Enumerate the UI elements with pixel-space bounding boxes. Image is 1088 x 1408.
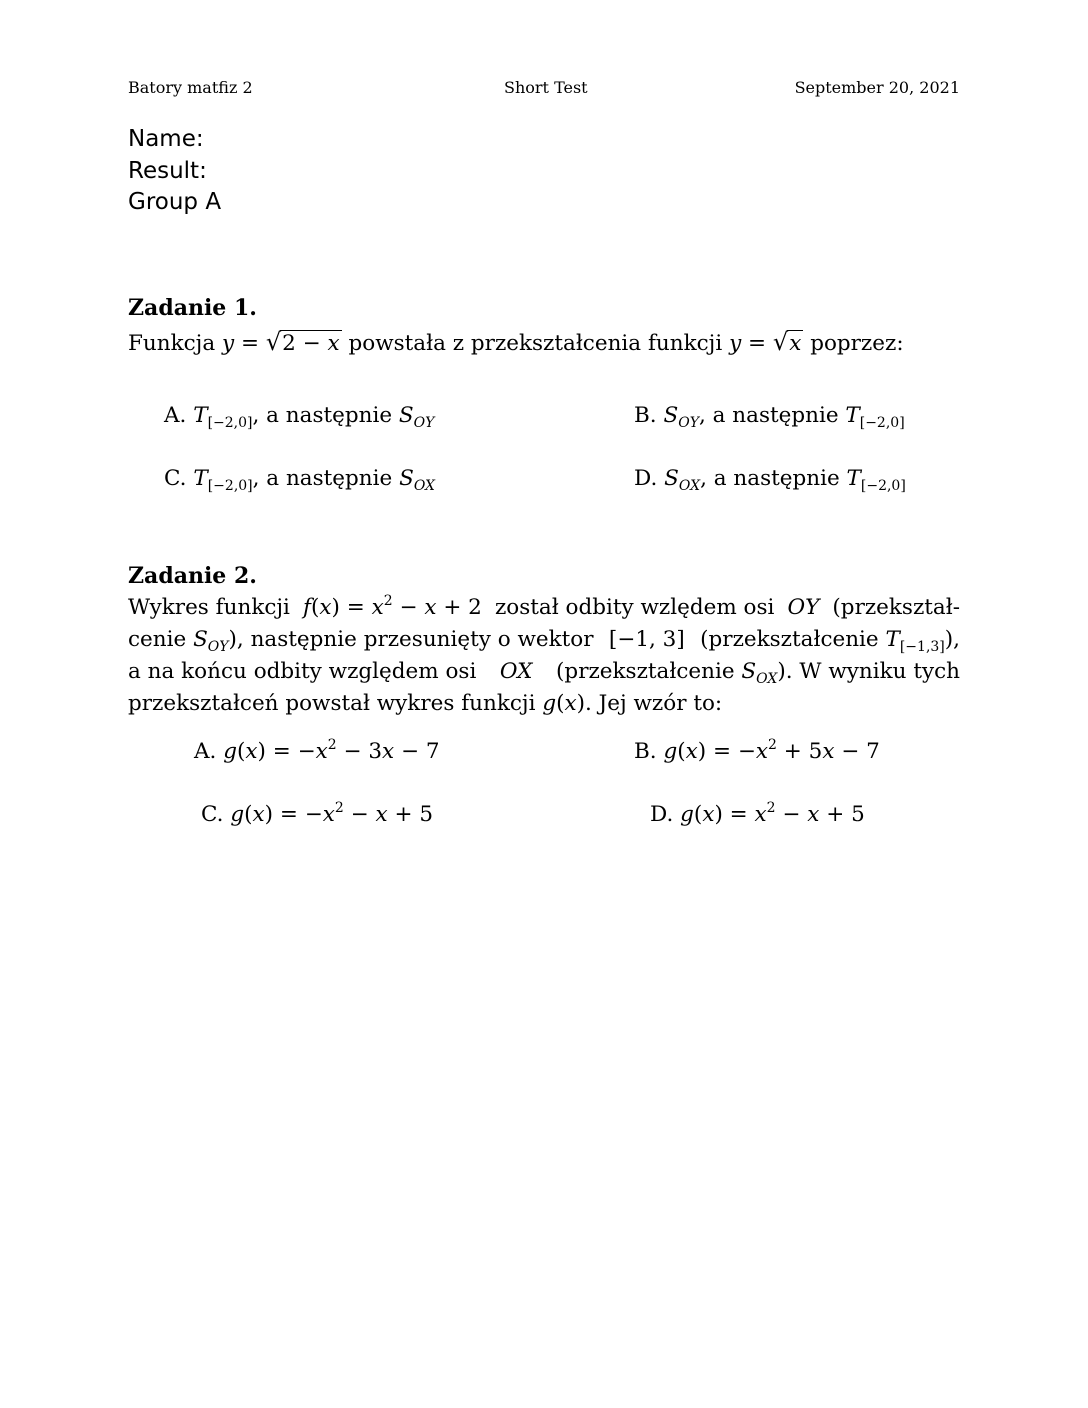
task2-option-b[interactable]: B. $g(x) = -x^2 + 5x - 7$ [634, 737, 880, 764]
text-fragment: cenie [128, 627, 187, 652]
task1-text-3: poprzez: [810, 331, 904, 356]
task2-line-1 [128, 592, 960, 624]
option-connector: , a następnie [700, 466, 840, 491]
task2-option-c[interactable]: C. $g(x) = -x^2 - x + 5$ [201, 800, 434, 827]
option-letter: B. [634, 403, 657, 428]
text-fragment: ). W wyniku tych [777, 659, 960, 684]
option-letter: B. [634, 739, 657, 764]
task1-option-d[interactable]: D. $S_{OX}$, a następnie $T_{[-2,0]}$ [634, 466, 906, 494]
task2-line-2: cenie $S_{OY}$), następnie przesunięty o wektor [−1, 3] (przekształcenie $T_{[-1,3]}$), [128, 624, 960, 656]
header-title: Short Test [504, 78, 588, 97]
header-date: September 20, 2021 [794, 78, 960, 97]
math-ox: OX [499, 659, 533, 684]
task2-title: Zadanie 2. [128, 563, 257, 589]
text-fragment: (przekształ- [832, 595, 960, 620]
task1-option-a[interactable]: A. $T_{[-2,0]}$, a następnie $S_{OY}$ [164, 403, 435, 431]
task2-line-4: przekształceń powstał wykres funkcji g ( x ) . Jej wzór to: [128, 688, 960, 720]
header-course: Batory matfiz 2 [128, 78, 253, 97]
task2-option-a[interactable]: A. $g(x) = -x^2 - 3x - 7$ [194, 737, 440, 764]
text-fragment: przekształceń powstał wykres funkcji [128, 691, 536, 716]
option-connector: , a następnie [252, 466, 393, 491]
option-letter: A. [194, 739, 217, 764]
option-connector: , a następnie [252, 403, 393, 428]
task2-statement [128, 592, 960, 720]
task2-option-d[interactable]: D. $g(x) = x^2 - x + 5$ [650, 800, 865, 827]
sqrt-x: √x [772, 328, 802, 356]
text-fragment: został odbity wzlędem osi [494, 595, 775, 620]
option-letter: D. [650, 802, 674, 827]
task1-option-c[interactable]: C. $T_{[-2,0]}$, a następnie $S_{OX}$ [164, 466, 436, 494]
option-connector: , a następnie [698, 403, 839, 428]
task1-statement: Funkcja y = √2 − x powstała z przekształcenia funkcji y = √x poprzez: [128, 328, 904, 356]
task1-text-2: powstała z przekształcenia funkcji [348, 331, 723, 356]
text-fragment: (przekształcenie [700, 627, 879, 652]
text-fragment: (przekształcenie [556, 659, 735, 684]
task2-line-3: a na końcu odbity względem osi OX (przekształcenie $S_{OX}$). W wyniku tych [128, 656, 960, 688]
task1-option-b[interactable]: B. $S_{OY}$, a następnie $T_{[-2,0]}$ [634, 403, 905, 431]
text-fragment: ), następnie przesunięty o wektor [228, 627, 594, 652]
text-fragment: . Jej wzór to: [585, 691, 723, 716]
sqrt-2-minus-x: √2 − x [265, 328, 340, 356]
option-letter: D. [634, 466, 658, 491]
math-vector: [−1, 3] [608, 627, 685, 652]
identity-block [128, 124, 221, 219]
result-label: Result: [128, 157, 207, 184]
option-letter: C. [164, 466, 187, 491]
group-label: Group A [128, 189, 222, 215]
option-letter: C. [201, 802, 224, 827]
text-fragment: a na końcu odbity względem osi [128, 659, 477, 684]
task1-title: Zadanie 1. [128, 295, 257, 321]
option-letter: A. [164, 403, 187, 428]
text-fragment: Wykres funkcji [128, 595, 290, 620]
task1-text-1: Funkcja [128, 331, 216, 356]
math-y: y [222, 331, 235, 356]
math-oy: OY [787, 595, 820, 620]
math-f-of-x: $f(x) = x^2 - x + 2$ [303, 593, 482, 620]
name-label: Name: [128, 126, 204, 152]
